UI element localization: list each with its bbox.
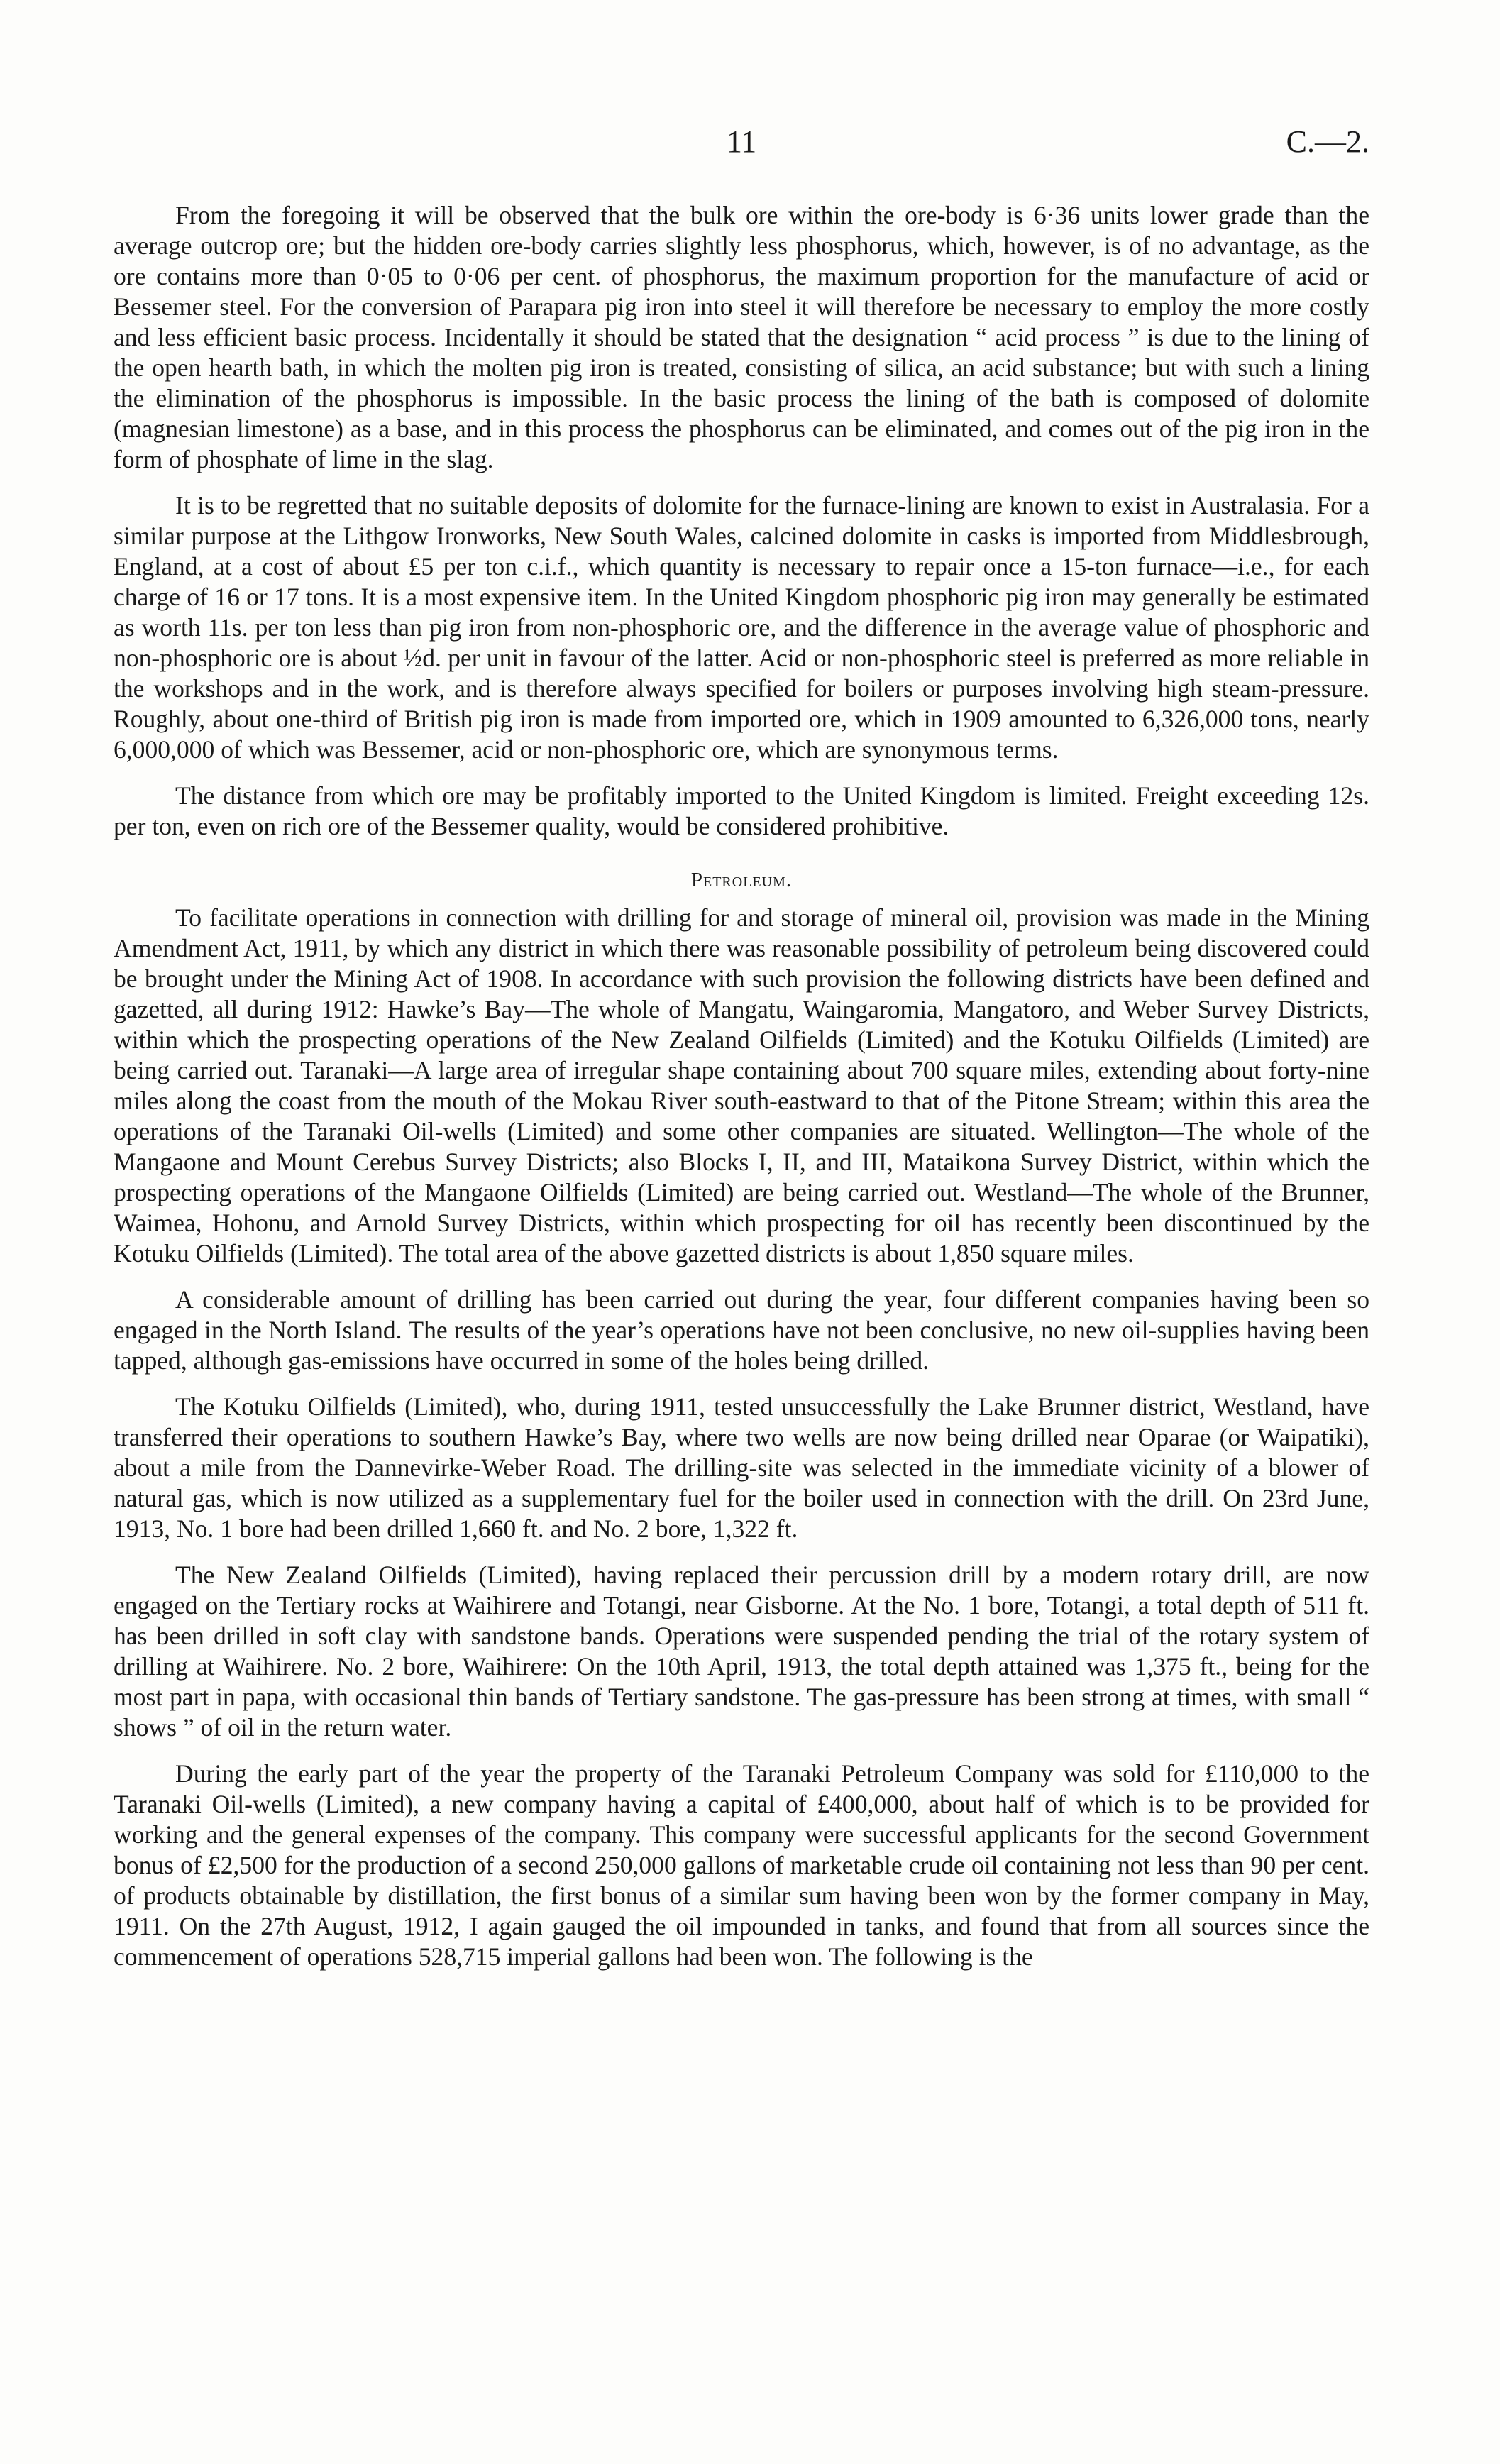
paragraph: To facilitate operations in connection with drilling for and storage of mineral oil, provision was made in the Mining Amendment Act, 1911, by which any district in which there was reasonable possibility of petroleum being discovered could be brought under the Mining Act of 1908. In accordance with such provision the following districts have been defined and gazetted, all during 1912: Hawke’s Bay—The whole of Mangatu, Waingaromia, Mangatoro, and Weber Survey Districts, within which the prospecting operations of the New Zealand Oilfields (Limited) and the Kotuku Oilfields (Limited) are being carried out. Taranaki—A large area of irregular shape containing about 700 square miles, extending about forty-nine miles along the coast from the mouth of the Mokau River south-eastward to that of the Pitone Stream; within this area the operations of the Taranaki Oil-wells (Limited) and some other companies are situated. Wellington—The whole of the Mangaone and Mount Cerebus Survey Districts; also Blocks I, II, and III, Mataikona Survey District, within which the prospecting operations of the Mangaone Oilfields (Limited) are being carried out. Westland—The whole of the Brunner, Waimea, Hohonu, and Arnold Survey Districts, within which prospecting for oil has recently been discontinued by the Kotuku Oilfields (Limited). The total area of the above gazetted districts is about 1,850 square miles. — [114, 903, 1369, 1267]
paragraph: The Kotuku Oilfields (Limited), who, during 1911, tested unsuccessfully the Lake Brunner district, Westland, have transferred their operations to southern Hawke’s Bay, where two wells are now being drilled near Oparae (or Waipatiki), about a mile from the Dannevirke-Weber Road. The drilling-site was selected in the immediate vicinity of a blower of natural gas, which is now utilized as a supplementary fuel for the boiler used in connection with the drill. On 23rd June, 1913, No. 1 bore had been drilled 1,660 ft. and No. 2 bore, 1,322 ft. — [114, 1392, 1369, 1543]
page-number: 11 — [726, 124, 757, 159]
document-code: C.—2. — [1286, 124, 1369, 159]
paragraph: It is to be regretted that no suitable deposits of dolomite for the furnace-lining are known to exist in Australasia. For a similar purpose at the Lithgow Ironworks, New South Wales, calcined dolomite in casks is imported from Middlesbrough, England, at a cost of about £5 per ton c.i.f., which quantity is necessary to repair once a 15-ton furnace—i.e., for each charge of 16 or 17 tons. It is a most expensive item. In the United Kingdom phosphoric pig iron may generally be estimated as worth 11s. per ton less than pig iron from non-phosphoric ore, and the difference in the average value of phosphoric and non-phosphoric ore is about ½d. per unit in favour of the latter. Acid or non-phosphoric steel is preferred as more reliable in the workshops and in the work, and is therefore always specified for boilers or purposes involving high steam-pressure. Roughly, about one-third of British pig iron is made from imported ore, which in 1909 amounted to 6,326,000 tons, nearly 6,000,000 of which was Bessemer, acid or non-phosphoric ore, which are synonymous terms. — [114, 491, 1369, 764]
page-header — [114, 121, 1369, 163]
paragraph: During the early part of the year the property of the Taranaki Petroleum Company was sold for £110,000 to the Taranaki Oil-wells (Limited), a new company having a capital of £400,000, about half of which is to be provided for working and the general expenses of the company. This company were successful applicants for the second Government bonus of £2,500 for the production of a second 250,000 gallons of marketable crude oil containing not less than 90 per cent. of products obtainable by distillation, the first bonus of a similar sum having been won by the former company in May, 1911. On the 27th August, 1912, I again gauged the oil impounded in tanks, and found that from all sources since the commencement of operations 528,715 imperial gallons had been won. The following is the — [114, 1759, 1369, 1971]
paragraph: The distance from which ore may be profitably imported to the United Kingdom is limited. Freight exceeding 12s. per ton, even on rich ore of the Bessemer quality, would be considered prohibitive. — [114, 781, 1369, 840]
body-text — [114, 200, 1369, 1988]
paragraph: From the foregoing it will be observed that the bulk ore within the ore-body is 6·36 units lower grade than the average outcrop ore; but the hidden ore-body carries slightly less phosphorus, which, however, is of no advantage, as the ore contains more than 0·05 to 0·06 per cent. of phosphorus, the maximum proportion for the manufacture of acid or Bessemer steel. For the conversion of Parapara pig iron into steel it will therefore be necessary to employ the more costly and less efficient basic process. Incidentally it should be stated that the designation “ acid process ” is due to the lining of the open hearth bath, in which the molten pig iron is treated, consisting of silica, an acid substance; but with such a lining the elimination of the phosphorus is impossible. In the basic process the lining of the bath is composed of dolomite (magnesian limestone) as a base, and in this process the phosphorus can be eliminated, and comes out of the pig iron in the form of phosphate of lime in the slag. — [114, 201, 1369, 473]
section-heading-petroleum: Petroleum. — [690, 869, 793, 891]
paragraph: The New Zealand Oilfields (Limited), having replaced their percussion drill by a modern rotary drill, are now engaged on the Tertiary rocks at Waihirere and Totangi, near Gisborne. At the No. 1 bore, Totangi, a total depth of 511 ft. has been drilled in soft clay with sandstone bands. Operations were suspended pending the trial of the rotary system of drilling at Waihirere. No. 2 bore, Waihirere: On the 10th April, 1913, the total depth attained was 1,375 ft., being for the most part in papa, with occasional thin bands of Tertiary sandstone. The gas-pressure has been strong at times, with small “ shows ” of oil in the return water. — [114, 1561, 1369, 1742]
paragraph: A considerable amount of drilling has been carried out during the year, four different companies having been so engaged in the North Island. The results of the year’s operations have not been conclusive, no new oil-supplies having been tapped, although gas-emissions have occurred in some of the holes being drilled. — [114, 1285, 1369, 1375]
